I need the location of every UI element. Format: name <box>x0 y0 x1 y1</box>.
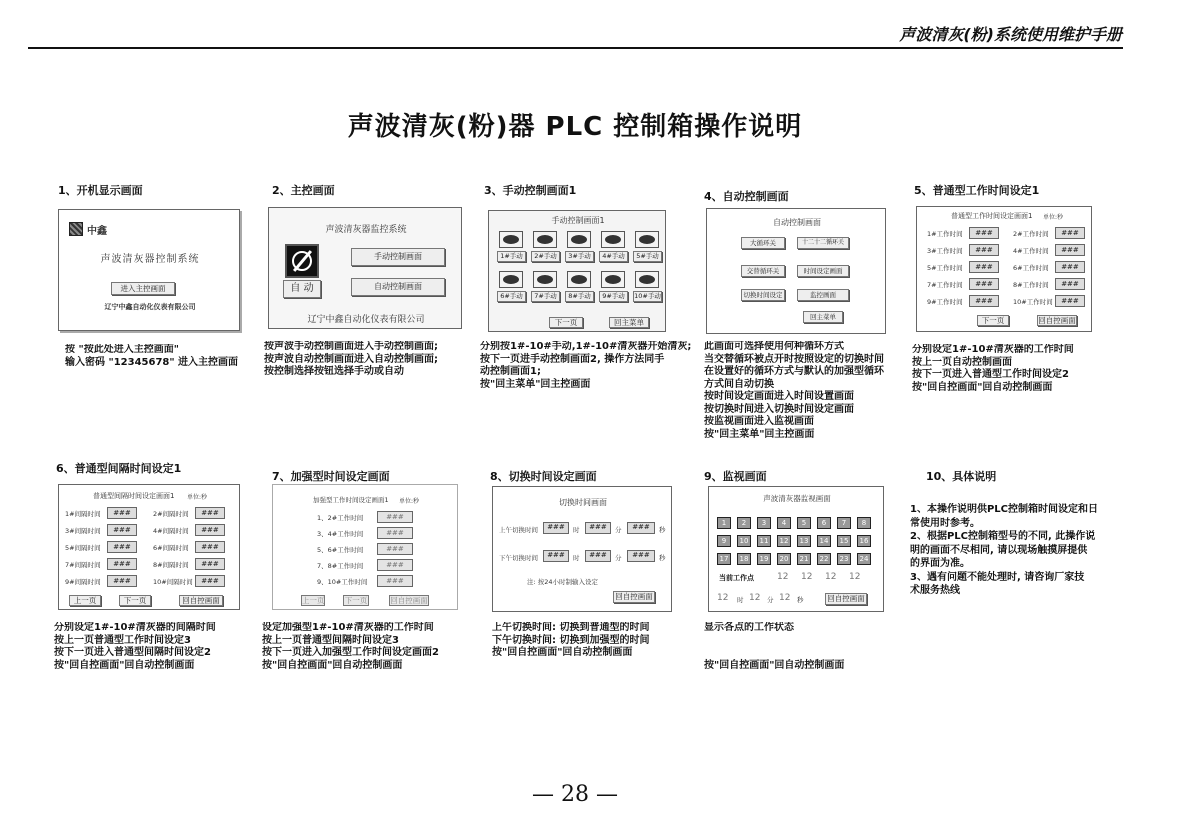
am-switch-label: 上午切换时间 <box>499 526 538 534</box>
manual-indicator-icon <box>601 231 625 248</box>
am-minute-field[interactable]: ### <box>585 522 611 534</box>
app-title: 声波清灰器控制系统 <box>100 254 200 265</box>
manual-button-5[interactable]: 5#手动 <box>633 251 662 262</box>
pm-minute-field[interactable]: ### <box>585 550 611 562</box>
screen-auto-control <box>706 208 886 334</box>
work-point-2: 12 <box>801 572 813 582</box>
manual-button-6[interactable]: 6#手动 <box>497 291 526 302</box>
am-minute-unit: 分 <box>615 526 622 534</box>
screen-normal-work-time <box>916 206 1092 332</box>
section-4-desc: 此画面可选择使用何种循环方式 当交替循环被点开时按照设定的切换时间 在设置好的循环方式与默认的加强型循环 方式间自动切换 按时间设定画面进入时间设置画面 按切换时间进入切换时间设定画面 按监视画面进入监视画面 按"回主菜单"回主控画面 <box>704 341 884 440</box>
switch-back-button[interactable]: 回自控画面 <box>613 591 655 603</box>
normal-work-next-button[interactable]: 下一页 <box>977 315 1009 326</box>
manual-control-button[interactable]: 手动控制画面 <box>351 248 445 266</box>
time-minute: 12 <box>749 593 761 603</box>
manual-indicator-icon <box>567 271 591 288</box>
enhanced-time-label: 9、10#工作时间 <box>317 578 368 586</box>
manual-button-10[interactable]: 10#手动 <box>634 292 661 300</box>
enhanced-back-button[interactable]: 回自控画面 <box>390 596 428 605</box>
auto-control-button[interactable]: 自动控制画面 <box>351 278 445 296</box>
enhanced-title: 加强型工作时间设定画面1 <box>313 496 389 504</box>
interval-time-field[interactable]: ### <box>107 541 137 553</box>
section-7-desc: 设定加强型1#-10#清灰器的工作时间 按上一页普通型间隔时间设定3 按下一页进入加强型工作时间设定画面2 按"回自控画面"回自动控制画面 <box>262 622 439 671</box>
monitor-point-20: 20 <box>777 553 791 565</box>
interval-time-label: 3#间隔时间 <box>65 527 101 535</box>
enhanced-time-field[interactable]: ### <box>377 511 413 523</box>
monitor-point-21: 21 <box>797 553 811 565</box>
section-10-desc: 1、本操作说明供PLC控制箱时间设定和日 常使用时参考。 2、根据PLC控制箱型号的不同, 此操作说 明的画面不尽相同, 请以现场触摸屏提供 的界面为准。 3、遇有问题不能处理时, 请咨询厂家技 术服务热线 <box>910 504 1098 596</box>
monitor-point-13: 13 <box>797 535 811 547</box>
interval-time-field[interactable]: ### <box>107 558 137 570</box>
work-time-label: 7#工作时间 <box>927 281 963 289</box>
time-hour-unit: 时 <box>737 596 744 604</box>
time-hour: 12 <box>717 593 729 603</box>
enhanced-time-label: 5、6#工作时间 <box>317 546 364 554</box>
auto-back-button[interactable]: 回主菜单 <box>803 311 843 323</box>
section-1-desc: 按 "按此处进入主控画面" 输入密码 "12345678" 进入主控画面 <box>65 344 239 368</box>
normal-work-unit: 单位:秒 <box>1043 214 1064 221</box>
enhanced-unit: 单位:秒 <box>399 498 420 505</box>
screen-monitor <box>708 486 884 612</box>
pm-minute-unit: 分 <box>615 554 622 562</box>
enhanced-time-field[interactable]: ### <box>377 559 413 571</box>
screen-switch-time <box>492 486 672 612</box>
work-time-field[interactable]: ### <box>969 278 999 290</box>
work-point-4: 12 <box>849 572 861 582</box>
work-time-field[interactable]: ### <box>969 244 999 256</box>
work-time-label: 10#工作时间 <box>1013 298 1053 306</box>
monitor-point-11: 11 <box>757 535 771 547</box>
manual-button-3[interactable]: 3#手动 <box>565 251 594 262</box>
monitor-point-9: 9 <box>717 535 731 547</box>
interval-time-label: 9#间隔时间 <box>65 578 101 586</box>
enhanced-time-label: 1、2#工作时间 <box>317 514 364 522</box>
monitor-point-8: 8 <box>857 517 871 529</box>
interval-time-field[interactable]: ### <box>107 507 137 519</box>
main-title: 声波清灰(粉)器 PLC 控制箱操作说明 <box>347 112 803 142</box>
interval-time-field[interactable]: ### <box>107 524 137 536</box>
work-time-field[interactable]: ### <box>969 261 999 273</box>
section-5-title: 5、普通型工作时间设定1 <box>914 184 1040 197</box>
section-2-title: 2、主控画面 <box>272 184 335 197</box>
manual-title: 声波清灰(粉)系统使用维护手册 <box>899 25 1122 44</box>
interval-time-label: 7#间隔时间 <box>65 561 101 569</box>
monitor-point-4: 4 <box>777 517 791 529</box>
monitor-point-1: 1 <box>717 517 731 529</box>
work-time-label: 8#工作时间 <box>1013 281 1049 289</box>
manual-button-9[interactable]: 9#手动 <box>599 291 628 302</box>
work-time-label: 6#工作时间 <box>1013 264 1049 272</box>
screen-normal-interval <box>58 484 240 610</box>
am-second-unit: 秒 <box>659 526 666 534</box>
section-9-title: 9、监视画面 <box>704 470 767 483</box>
monitor-point-18: 18 <box>737 553 751 565</box>
enhanced-time-field[interactable]: ### <box>377 543 413 555</box>
am-second-field[interactable]: ### <box>627 522 655 534</box>
screen-manual-control <box>488 210 666 332</box>
screen-main-control <box>268 207 462 329</box>
section-2-desc: 按声波手动控制画面进入手动控制画面; 按声波自动控制画面进入自动控制画面; 按控制选择按钮选择手动或自动 <box>264 341 438 377</box>
enhanced-time-label: 3、4#工作时间 <box>317 530 364 538</box>
company-name: 辽宁中鑫自动化仪表有限公司 <box>104 303 196 311</box>
interval-time-field[interactable]: ### <box>195 541 225 553</box>
normal-work-back-button[interactable]: 回自控画面 <box>1038 316 1076 325</box>
auto-screen-title: 自动控制画面 <box>773 218 821 227</box>
work-point-3: 12 <box>825 572 837 582</box>
manual-button-2[interactable]: 2#手动 <box>531 251 560 262</box>
work-point-label: 当前工作点 <box>719 574 754 582</box>
monitor-point-10: 10 <box>737 535 751 547</box>
work-time-field[interactable]: ### <box>969 227 999 239</box>
section-1-title: 1、开机显示画面 <box>58 184 143 197</box>
interval-next-button[interactable]: 下一页 <box>119 595 151 606</box>
section-4-title: 4、自动控制画面 <box>704 190 789 203</box>
pm-hour-unit: 时 <box>573 554 580 562</box>
interval-time-field[interactable]: ### <box>107 575 137 587</box>
switch-note: 注: 按24小时制输入设定 <box>527 578 599 586</box>
monitor-point-22: 22 <box>817 553 831 565</box>
section-7-title: 7、加强型时间设定画面 <box>272 470 390 483</box>
switch-time-button[interactable]: 切换时间设定 <box>741 289 785 301</box>
manual-indicator-icon <box>499 271 523 288</box>
monitor-title: 声波清灰器监视画面 <box>763 494 831 503</box>
monitor-point-6: 6 <box>817 517 831 529</box>
logo-icon <box>69 222 83 236</box>
monitor-back-button[interactable]: 回自控画面 <box>825 593 867 605</box>
time-minute-unit: 分 <box>767 596 774 604</box>
work-time-label: 5#工作时间 <box>927 264 963 272</box>
monitor-point-3: 3 <box>757 517 771 529</box>
switch-time-title: 切换时间画面 <box>559 498 607 507</box>
pm-switch-label: 下午切换时间 <box>499 554 538 562</box>
monitor-point-19: 19 <box>757 553 771 565</box>
section-8-desc: 上午切换时间: 切换到普通型的时间 下午切换时间: 切换到加强型的时间 按"回自控画面"回自动控制画面 <box>492 622 650 658</box>
section-6-title: 6、普通型间隔时间设定1 <box>56 462 182 475</box>
interval-time-field[interactable]: ### <box>195 575 225 587</box>
pm-second-unit: 秒 <box>659 554 666 562</box>
manual-indicator-icon <box>567 231 591 248</box>
work-time-label: 4#工作时间 <box>1013 247 1049 255</box>
work-time-field[interactable]: ### <box>1055 261 1085 273</box>
work-point-1: 12 <box>777 572 789 582</box>
page-number: — 28 — <box>532 782 618 807</box>
manual-next-button[interactable]: 下一页 <box>549 317 583 328</box>
interval-time-label: 4#间隔时间 <box>153 527 189 535</box>
section-8-title: 8、切换时间设定画面 <box>490 470 597 483</box>
manual-indicator-icon <box>499 231 523 248</box>
enter-main-button[interactable]: 进入主控画面 <box>111 282 175 295</box>
work-time-label: 2#工作时间 <box>1013 230 1049 238</box>
enhanced-prev-button[interactable]: 上一页 <box>302 596 325 605</box>
pm-hour-field[interactable]: ### <box>543 550 569 562</box>
enhanced-next-button[interactable]: 下一页 <box>344 596 368 605</box>
monitor-point-17: 17 <box>717 553 731 565</box>
monitor-point-14: 14 <box>817 535 831 547</box>
work-time-label: 9#工作时间 <box>927 298 963 306</box>
manual-indicator-icon <box>601 271 625 288</box>
work-time-field[interactable]: ### <box>1055 227 1085 239</box>
enhanced-time-field[interactable]: ### <box>377 575 413 587</box>
am-hour-unit: 时 <box>573 526 580 534</box>
section-10-title: 10、具体说明 <box>926 470 997 483</box>
manual-back-button[interactable]: 回主菜单 <box>609 317 649 328</box>
monitor-screen-button[interactable]: 监控画面 <box>797 289 849 301</box>
interval-prev-button[interactable]: 上一页 <box>69 595 101 606</box>
interval-back-button[interactable]: 回自控画面 <box>179 595 223 606</box>
section-3-title: 3、手动控制画面1 <box>484 184 577 197</box>
work-time-field[interactable]: ### <box>1055 244 1085 256</box>
work-time-label: 3#工作时间 <box>927 247 963 255</box>
interval-time-label: 2#间隔时间 <box>153 510 189 518</box>
screen-startup <box>58 209 240 331</box>
monitor-point-15: 15 <box>837 535 851 547</box>
manual-button-1[interactable]: 1#手动 <box>497 251 526 262</box>
manual-screen-title: 手动控制画面1 <box>551 216 605 225</box>
monitor-point-2: 2 <box>737 517 751 529</box>
monitor-point-5: 5 <box>797 517 811 529</box>
pm-second-field[interactable]: ### <box>627 550 655 562</box>
enhanced-time-field[interactable]: ### <box>377 527 413 539</box>
manual-button-8[interactable]: 8#手动 <box>565 291 594 302</box>
monitor-point-12: 12 <box>777 535 791 547</box>
header-rule <box>28 47 1123 49</box>
twelve-cycle-button[interactable]: 十二十二循环关 <box>797 237 849 249</box>
interval-time-label: 1#间隔时间 <box>65 510 101 518</box>
manual-indicator-icon <box>635 271 659 288</box>
monitor-point-7: 7 <box>837 517 851 529</box>
monitor-point-24: 24 <box>857 553 871 565</box>
main-company-name: 辽宁中鑫自动化仪表有限公司 <box>307 315 425 325</box>
manual-button-7[interactable]: 7#手动 <box>531 291 560 302</box>
big-cycle-button[interactable]: 大循环关 <box>741 237 785 249</box>
am-hour-field[interactable]: ### <box>543 522 569 534</box>
time-setting-button[interactable]: 时间设定画面 <box>797 265 849 277</box>
interval-time-label: 6#间隔时间 <box>153 544 189 552</box>
interval-time-label: 8#间隔时间 <box>153 561 189 569</box>
interval-time-field[interactable]: ### <box>195 558 225 570</box>
interval-time-field[interactable]: ### <box>195 507 225 519</box>
time-second-unit: 秒 <box>797 596 804 604</box>
mode-select-button[interactable]: 自 动 <box>283 280 321 298</box>
enhanced-time-label: 7、8#工作时间 <box>317 562 364 570</box>
section-5-desc: 分别设定1#-10#清灰器的工作时间 按上一页自动控制画面 按下一页进入普通型工作时间设定2 按"回自控画面"回自动控制画面 <box>912 344 1074 393</box>
manual-indicator-icon <box>635 231 659 248</box>
monitor-point-23: 23 <box>837 553 851 565</box>
alternate-cycle-button[interactable]: 交替循环关 <box>741 265 785 277</box>
work-time-label: 1#工作时间 <box>927 230 963 238</box>
manual-indicator-icon <box>533 271 557 288</box>
main-control-title: 声波清灰器监控系统 <box>325 225 407 235</box>
screen-enhanced-time <box>272 484 458 610</box>
manual-indicator-icon <box>533 231 557 248</box>
interval-time-field[interactable]: ### <box>195 524 225 536</box>
interval-title: 普通型间隔时间设定画面1 <box>93 492 175 500</box>
logo-text: 中鑫 <box>87 226 107 237</box>
time-second: 12 <box>779 593 791 603</box>
interval-time-label: 10#间隔时间 <box>153 578 193 586</box>
section-3-desc: 分别按1#-10#手动,1#-10#清灰器开始清灰; 按下一页进手动控制画面2, 操作方法同手 动控制画面1; 按"回主菜单"回主控画面 <box>480 341 692 390</box>
normal-work-title: 普通型工作时间设定画面1 <box>951 212 1033 220</box>
section-6-desc: 分别设定1#-10#清灰器的间隔时间 按上一页普通型工作时间设定3 按下一页进入普通型间隔时间设定2 按"回自控画面"回自动控制画面 <box>54 622 216 671</box>
interval-time-label: 5#间隔时间 <box>65 544 101 552</box>
work-time-field[interactable]: ### <box>1055 278 1085 290</box>
mode-select-icon[interactable] <box>285 244 319 278</box>
work-time-field[interactable]: ### <box>1055 295 1085 307</box>
work-time-field[interactable]: ### <box>969 295 999 307</box>
manual-button-4[interactable]: 4#手动 <box>599 251 628 262</box>
interval-unit: 单位:秒 <box>187 494 208 501</box>
section-9-desc: 显示各点的工作状态 按"回自控画面"回自动控制画面 <box>704 622 845 671</box>
monitor-point-16: 16 <box>857 535 871 547</box>
